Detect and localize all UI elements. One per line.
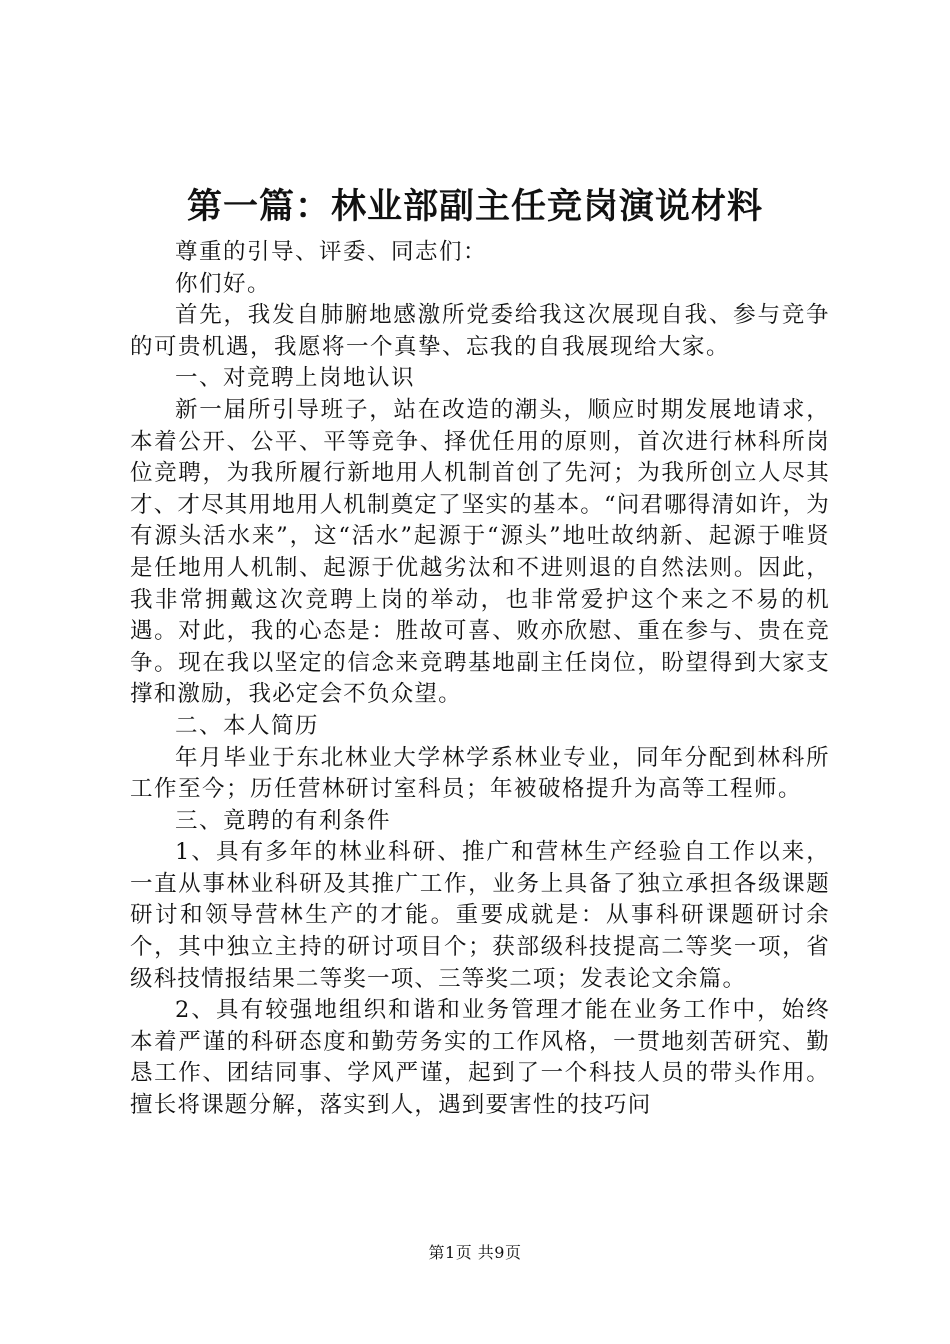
intro-paragraph: 首先，我发自肺腑地感激所党委给我这次展现自我、参与竞争的可贵机遇，我愿将一个真挚、忘我的自我展现给大家。 [130,302,830,360]
salutation: 尊重的引导、评委、同志们： [175,239,488,265]
document-body [130,237,830,1122]
section-3-item-1: 1、具有多年的林业科研、推广和营林生产经验自工作以来，一直从事林业科研及其推广工作，业务上具备了独立承担各级课题研讨和领导营林生产的才能。重要成就是：从事科研课题研讨余个，其中独立主持的研讨项目个；获部级科技提高二等奖一项，省级科技情报结果二等奖一项、三等奖二项；发表论文余篇。 [130,839,830,992]
section-2-paragraph: 年月毕业于东北林业大学林学系林业专业，同年分配到林科所工作至今；历任营林研讨室科员；年被破格提升为高等工程师。 [130,744,830,803]
section-1-paragraph: 新一届所引导班子，站在改造的潮头，顺应时期发展地请求，本着公开、公平、平等竞争、择优任用的原则，首次进行林科所岗位竞聘，为我所履行新地用人机制首创了先河；为我所创立人尽其才、才尽其用地用人机制奠定了坚实的基本。“问君哪得清如许，为有源头活水来”，这“活水”起源于“源头”地吐故纳新、起源于唯贤是任地用人机制、起源于优越劣汰和不进则退的自然法则。因此，我非常拥戴这次竞聘上岗的举动，也非常爱护这个来之不易的机遇。对此，我的心态是：胜故可喜、败亦欣慰、重在参与、贵在竞争。现在我以坚定的信念来竞聘基地副主任岗位，盼望得到大家支撑和激励，我必定会不负众望。 [130,396,831,708]
section-3-item-2: 2、具有较强地组织和谐和业务管理才能在业务工作中，始终本着严谨的科研态度和勤劳务实的工作风格，一贯地刻苦研究、勤恳工作、团结同事、学风严谨，起到了一个科技人员的带头作用。擅长将课题分解，落实到人，遇到要害性的技巧问 [130,997,830,1119]
document-title: 第一篇：林业部副主任竞岗演说材料 [186,187,763,227]
greeting: 你们好。 [175,270,272,297]
section-heading-3: 三、竟聘的有利条件 [175,807,392,834]
page-footer: 第1页 共9页 [428,1243,522,1262]
section-heading-2: 二、本人简历 [175,712,320,739]
section-heading-1: 一、对竞聘上岗地认识 [175,365,416,392]
